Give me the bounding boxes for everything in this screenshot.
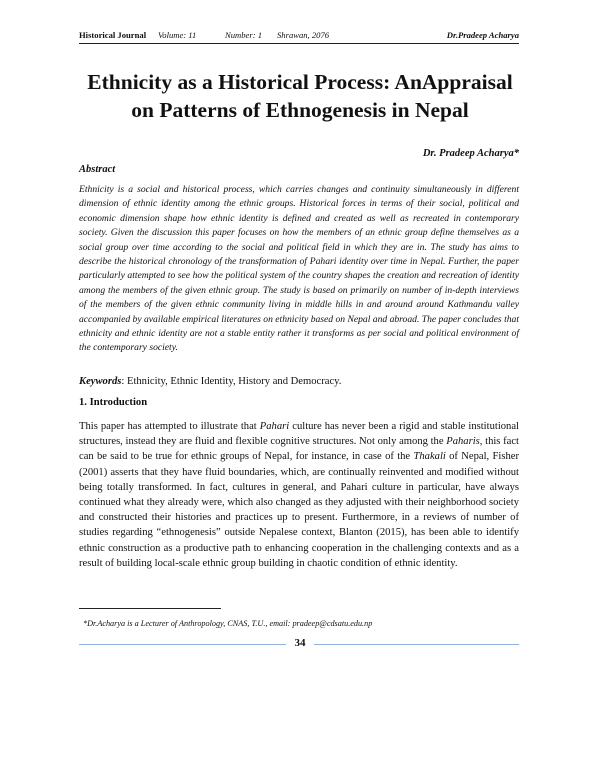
page-rule-left: [79, 644, 286, 645]
body-text: This paper has attempted to illustrate that: [79, 421, 260, 432]
body-text: , this fact can be said to be true for ethnic groups of Nepal, for instance, in case of the: [79, 436, 519, 463]
page-number: 34: [294, 637, 306, 649]
section-heading: 1. Introduction: [79, 397, 148, 408]
issue-date: Shrawan, 2076: [277, 30, 330, 40]
page-rule-right: [314, 644, 519, 645]
footnote-rule: [79, 608, 221, 609]
introduction-paragraph: [79, 419, 519, 571]
footnote: *Dr.Acharya is a Lecturer of Anthropology, CNAS, T.U., email: pradeep@cdsatu.edu.np: [83, 619, 373, 628]
number-label: Number: 1: [225, 30, 262, 40]
abstract-text: Ethnicity is a social and historical process, which carries changes and continuity simultaneously in different dimension of ethnic identity among the ethnic groups. Historical forces in terms of their social, political and economic dimension shape how ethnic identity is defined and created as well as recreated in contemporary society. Given the discussion this paper focuses on how the members of an ethnic group define themselves as a social group over time according to the social and political field in which they are in. The study has aims to describe the historical chronology of the transformation of Pahari identity over time in Nepal. Further, the paper particularly attempted to see how the political system of the country shapes the creation and recreation of identity among the members of the given ethnic group. The study is based on primarily on number of in-depth interviews of the members of the given ethnic community living in middle hills in and around around Kathmandu valley accompanied by available empirical literatures on ethnicity based on Nepal and abroad. The paper concludes that ethnicity and ethnic identity are not a stable entity rather it transforms as per social and political environment of the contemporary society.: [79, 184, 519, 354]
keywords-text: : Ethnicity, Ethnic Identity, History and Democracy.: [121, 376, 342, 387]
volume-label: Volume: 11: [158, 30, 197, 40]
title-line-1: Ethnicity as a Historical Process: AnAppraisal: [87, 70, 513, 94]
abstract-heading: Abstract: [79, 164, 116, 175]
title-line-2: on Patterns of Ethnogenesis in Nepal: [131, 98, 469, 122]
body-text: of Nepal, Fisher (2001) asserts that they have fluid boundaries, which, are continually reinvented and modified without being totally transformed. In fact, cultures in general, and Pahari culture in particular, have always continued what they already were, which also changed as they adjusted with their neighborhood society and constructed their histories and practices up to present. Furthermore, in a reviews of number of studies regarding “ethnogenesis” outside Nepalese context, Blanton (2015), has been able to identify ethnic construction as a productive path to enhancing cooperation in the challenging contexts and as a result of building local-scale ethnic group building in chaotic condition of ethnic identity.: [79, 451, 519, 569]
header-author: Dr.Pradeep Acharya: [446, 30, 519, 40]
body-emphasis: Paharis: [446, 436, 480, 448]
header-rule: [79, 43, 519, 44]
keywords-line: [79, 376, 341, 387]
paper-title: [60, 68, 540, 124]
body-emphasis: Thakali: [413, 451, 446, 463]
body-emphasis: Pahari: [259, 421, 290, 432]
keywords-label: Keywords: [79, 376, 122, 387]
journal-name: Historical Journal: [79, 30, 147, 40]
running-header: [79, 30, 519, 44]
author-byline: Dr. Pradeep Acharya*: [422, 148, 519, 159]
body-text: culture has never been a rigid and stable institutional structures, instead they are fluid and flexible cognitive structures. Not only among the: [79, 421, 519, 448]
